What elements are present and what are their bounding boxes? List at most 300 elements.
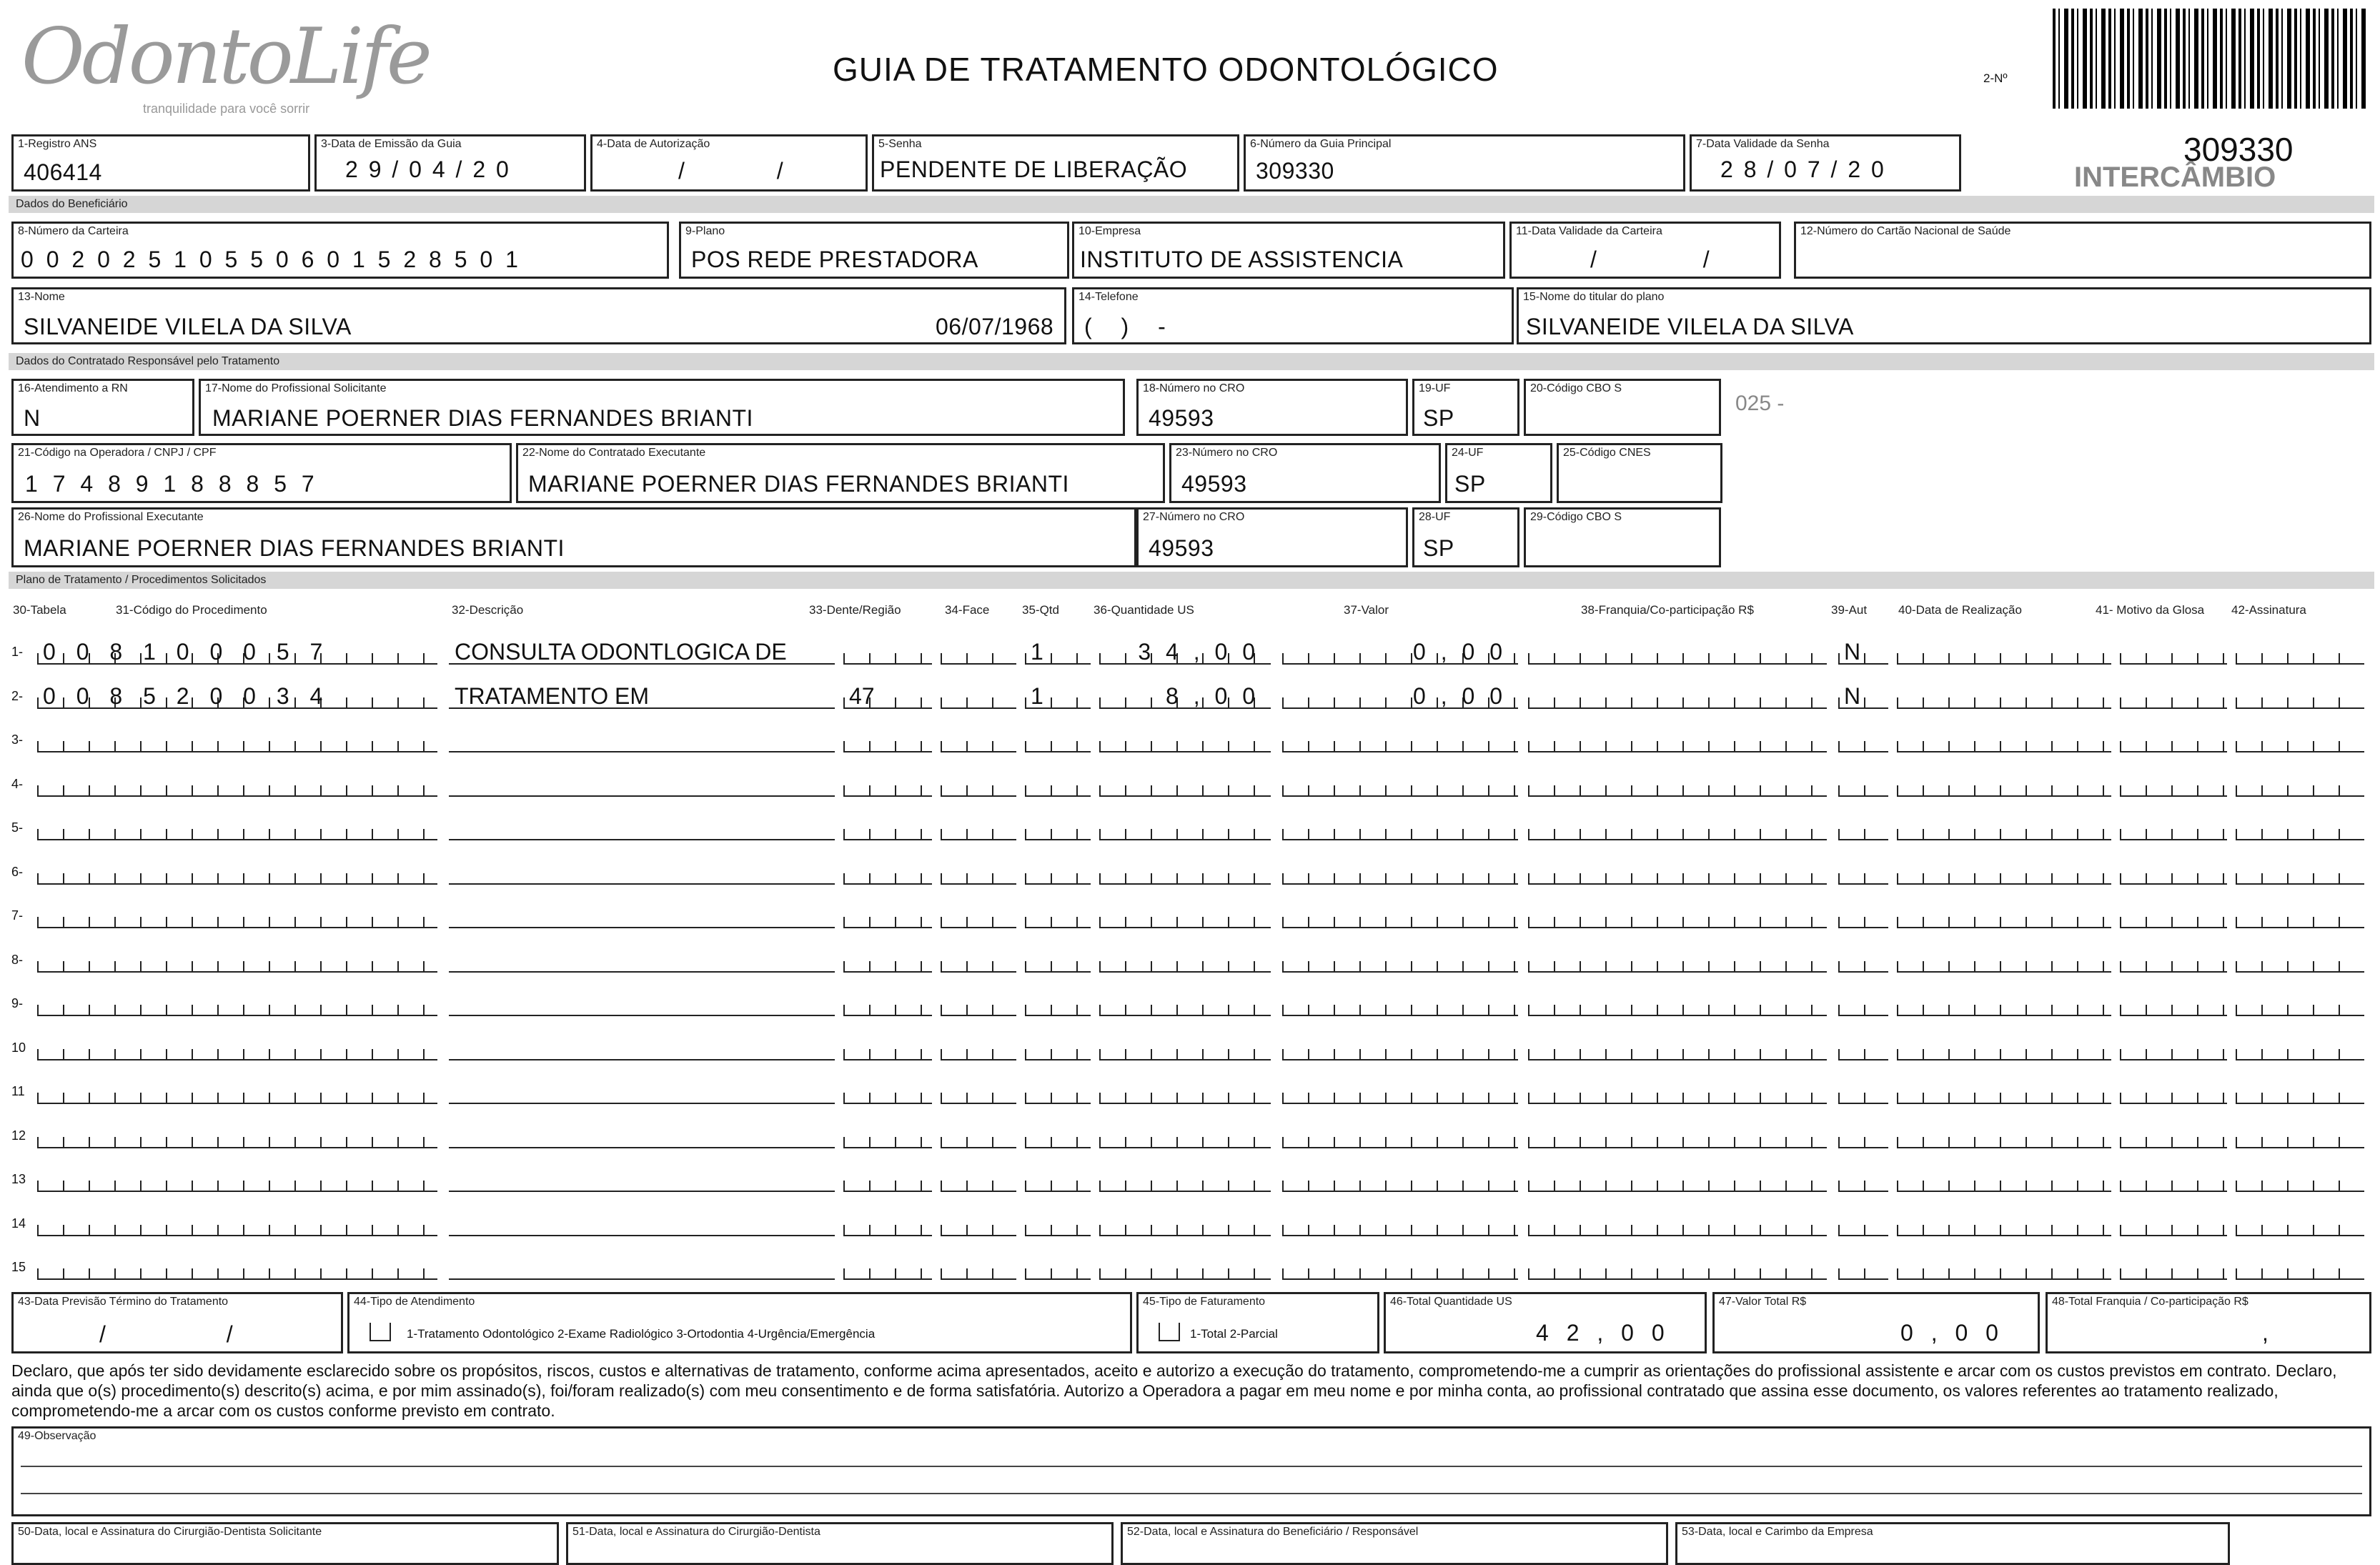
field-tipo-faturamento[interactable] [1136, 1292, 1379, 1353]
cell-desc[interactable]: CONSULTA ODONTLOGICA DE [449, 639, 835, 665]
cell-qtd[interactable]: 1 [1025, 683, 1091, 709]
signature-beneficiario[interactable] [1121, 1522, 1668, 1565]
field-profissional-solicitante[interactable] [199, 379, 1125, 436]
intercambio-stamp: INTERCÂMBIO [2074, 162, 2276, 193]
field-label: 3-Data de Emissão da Guia [321, 138, 462, 150]
cell-code[interactable] [37, 771, 437, 797]
cell-qtd[interactable] [1025, 1035, 1091, 1060]
field-label: 45-Tipo de Faturamento [1143, 1296, 1266, 1308]
cell-us[interactable] [1099, 815, 1271, 840]
field-value: 49593 [1149, 405, 1214, 431]
cell-face[interactable] [941, 727, 1016, 752]
table-row [11, 937, 2370, 981]
cell-aut[interactable] [1838, 1123, 1888, 1148]
field-telefone[interactable] [1072, 287, 1514, 344]
field-label: 52-Data, local e Assinatura do Beneficiário / Responsável [1127, 1526, 1419, 1538]
cell-aut[interactable] [1838, 1035, 1888, 1060]
cell-data[interactable] [1897, 639, 2111, 665]
cell-qtd[interactable] [1025, 1211, 1091, 1236]
tipo-faturamento-checkbox[interactable] [1159, 1323, 1180, 1341]
field-value: SP [1454, 471, 1486, 497]
field-value: SILVANEIDE VILELA DA SILVA [1526, 314, 1854, 339]
cell-us[interactable]: 8 , 0 0 [1099, 683, 1271, 709]
logo [21, 12, 430, 121]
cell-aut[interactable]: N [1838, 639, 1888, 665]
field-label: 46-Total Quantidade US [1390, 1296, 1512, 1308]
cell-franq[interactable] [1528, 1035, 1827, 1060]
cell-dente[interactable] [843, 1035, 932, 1060]
cell-face[interactable] [941, 1254, 1016, 1280]
cell-franq[interactable] [1528, 1123, 1827, 1148]
row-number: 7- [11, 908, 24, 923]
cell-qtd[interactable] [1025, 947, 1091, 973]
cell-franq[interactable] [1528, 903, 1827, 928]
birth-date: 06/07/1968 [936, 314, 1054, 339]
cell-qtd[interactable] [1025, 1078, 1091, 1104]
cell-aut[interactable] [1838, 815, 1888, 840]
cell-dente[interactable]: 47 [843, 683, 932, 709]
cell-assin[interactable] [2236, 771, 2364, 797]
cell-valor[interactable] [1282, 815, 1518, 840]
cell-valor[interactable] [1282, 1166, 1518, 1192]
cell-face[interactable] [941, 683, 1016, 709]
cell-valor[interactable] [1282, 771, 1518, 797]
signature-solicitante[interactable] [11, 1522, 559, 1565]
cell-code[interactable] [37, 815, 437, 840]
cell-data[interactable] [1897, 1078, 2111, 1104]
logo-text: OdontoLife [21, 12, 430, 101]
cell-code[interactable] [37, 1123, 437, 1148]
row-number: 1- [11, 645, 24, 659]
cell-code[interactable] [37, 727, 437, 752]
cell-aut[interactable] [1838, 859, 1888, 885]
cell-code[interactable] [37, 1211, 437, 1236]
cell-us[interactable] [1099, 1035, 1271, 1060]
cell-aut[interactable] [1838, 727, 1888, 752]
cell-dente[interactable] [843, 903, 932, 928]
cell-motivo[interactable] [2120, 815, 2227, 840]
cell-dente[interactable] [843, 1078, 932, 1104]
field-cro-23[interactable] [1169, 443, 1441, 503]
cell-franq[interactable] [1528, 859, 1827, 885]
field-total-franquia[interactable] [2046, 1292, 2371, 1353]
cell-desc[interactable] [449, 1035, 835, 1060]
cell-motivo[interactable] [2120, 1035, 2227, 1060]
cell-data[interactable] [1897, 990, 2111, 1016]
signature-cirurgiao[interactable] [566, 1522, 1114, 1565]
cell-data[interactable] [1897, 727, 2111, 752]
field-uf-19[interactable] [1412, 379, 1519, 436]
cell-qtd[interactable] [1025, 815, 1091, 840]
cell-aut[interactable] [1838, 1254, 1888, 1280]
col-header: 33-Dente/Região [809, 603, 901, 617]
cell-desc[interactable] [449, 859, 835, 885]
cell-qtd[interactable] [1025, 859, 1091, 885]
cell-motivo[interactable] [2120, 1211, 2227, 1236]
cell-data[interactable] [1897, 1166, 2111, 1192]
cell-desc[interactable] [449, 903, 835, 928]
field-label: 51-Data, local e Assinatura do Cirurgião-Dentista [572, 1526, 820, 1538]
cell-franq[interactable] [1528, 990, 1827, 1016]
field-label: 29-Código CBO S [1530, 511, 1622, 523]
cell-assin[interactable] [2236, 1211, 2364, 1236]
table-row [11, 1025, 2370, 1069]
cell-motivo[interactable] [2120, 727, 2227, 752]
table-row [11, 980, 2370, 1025]
signature-empresa[interactable] [1675, 1522, 2230, 1565]
table-row [11, 805, 2370, 849]
cell-franq[interactable] [1528, 639, 1827, 665]
field-label: 47-Valor Total R$ [1719, 1296, 1807, 1308]
cell-valor[interactable] [1282, 1078, 1518, 1104]
field-uf-24[interactable] [1445, 443, 1552, 503]
field-plano[interactable] [679, 222, 1069, 279]
cell-franq[interactable] [1528, 947, 1827, 973]
field-label: 22-Nome do Contratado Executante [522, 447, 706, 459]
cell-qtd[interactable] [1025, 903, 1091, 928]
cell-us[interactable] [1099, 1211, 1271, 1236]
col-header: 31-Código do Procedimento [116, 603, 267, 617]
field-label: 25-Código CNES [1563, 447, 1651, 459]
cell-code[interactable] [37, 903, 437, 928]
cbo-hint: 025 - [1735, 392, 1785, 415]
field-label: 49-Observação [18, 1430, 96, 1442]
cell-face[interactable] [941, 771, 1016, 797]
cell-code[interactable] [37, 1078, 437, 1104]
cell-code[interactable] [37, 990, 437, 1016]
cell-face[interactable] [941, 859, 1016, 885]
cell-assin[interactable] [2236, 947, 2364, 973]
section-beneficiario: Dados do Beneficiário [9, 196, 2374, 213]
cell-valor[interactable] [1282, 1211, 1518, 1236]
tipo-atendimento-options: 1-Tratamento Odontológico 2-Exame Radiológico 3-Ortodontia 4-Urgência/Emergência [407, 1327, 876, 1341]
cell-assin[interactable] [2236, 1123, 2364, 1148]
cell-face[interactable] [941, 1123, 1016, 1148]
cell-franq[interactable] [1528, 771, 1827, 797]
cell-motivo[interactable] [2120, 639, 2227, 665]
table-row [11, 673, 2370, 717]
cell-aut[interactable] [1838, 990, 1888, 1016]
field-value: / / [99, 1321, 290, 1347]
cell-dente[interactable] [843, 990, 932, 1016]
col-header: 34-Face [945, 603, 990, 617]
field-label: 50-Data, local e Assinatura do Cirurgião-Dentista Solicitante [18, 1526, 322, 1538]
cell-desc[interactable] [449, 1254, 835, 1280]
field-value: 309330 [1256, 158, 1334, 184]
cell-us[interactable] [1099, 1078, 1271, 1104]
cell-us[interactable] [1099, 1254, 1271, 1280]
field-value: MARIANE POERNER DIAS FERNANDES BRIANTI [528, 471, 1069, 497]
cell-data[interactable] [1897, 815, 2111, 840]
cell-franq[interactable] [1528, 1254, 1827, 1280]
cell-motivo[interactable] [2120, 683, 2227, 709]
field-senha[interactable] [872, 134, 1239, 192]
col-header: 42-Assinatura [2231, 603, 2306, 617]
field-value: 2 9 / 0 4 / 2 0 [345, 156, 511, 182]
col-header: 36-Quantidade US [1094, 603, 1194, 617]
row-number: 8- [11, 952, 24, 967]
field-cbo-20[interactable] [1524, 379, 1721, 436]
cell-data[interactable] [1897, 903, 2111, 928]
cell-data[interactable] [1897, 859, 2111, 885]
cell-data[interactable] [1897, 771, 2111, 797]
field-label: 27-Número no CRO [1143, 511, 1245, 523]
cell-assin[interactable] [2236, 1035, 2364, 1060]
cell-qtd[interactable] [1025, 727, 1091, 752]
guide-number-label: 2-Nº [1983, 71, 2008, 85]
cell-assin[interactable] [2236, 990, 2364, 1016]
cell-qtd[interactable]: 1 [1025, 639, 1091, 665]
cell-data[interactable] [1897, 1254, 2111, 1280]
cell-motivo[interactable] [2120, 859, 2227, 885]
tipo-atendimento-checkbox[interactable] [370, 1323, 391, 1341]
cell-desc[interactable] [449, 1211, 835, 1236]
field-value: MARIANE POERNER DIAS FERNANDES BRIANTI [212, 405, 753, 431]
field-data-emissao[interactable] [314, 134, 586, 192]
field-value: 0 , 0 0 [1900, 1320, 2004, 1346]
obs-line [21, 1466, 2362, 1467]
cell-us[interactable] [1099, 771, 1271, 797]
cell-assin[interactable] [2236, 639, 2364, 665]
cell-us[interactable] [1099, 903, 1271, 928]
cell-valor[interactable] [1282, 1035, 1518, 1060]
cell-code[interactable] [37, 859, 437, 885]
table-row [11, 761, 2370, 805]
field-data-autorizacao[interactable] [590, 134, 868, 192]
field-uf-28[interactable] [1412, 507, 1519, 567]
cell-us[interactable]: 3 4 , 0 0 [1099, 639, 1271, 665]
cell-face[interactable] [941, 1211, 1016, 1236]
field-cro-18[interactable] [1136, 379, 1408, 436]
cell-aut[interactable] [1838, 947, 1888, 973]
cell-dente[interactable] [843, 1166, 932, 1192]
table-row [11, 1201, 2370, 1245]
cell-assin[interactable] [2236, 727, 2364, 752]
field-titular-plano[interactable] [1517, 287, 2371, 344]
cell-data[interactable] [1897, 1211, 2111, 1236]
cell-motivo[interactable] [2120, 1078, 2227, 1104]
row-number: 6- [11, 864, 24, 879]
cell-dente[interactable] [843, 727, 932, 752]
cell-valor[interactable] [1282, 859, 1518, 885]
field-value: SP [1423, 535, 1454, 561]
cell-dente[interactable] [843, 859, 932, 885]
field-cnes[interactable] [1557, 443, 1722, 503]
cell-aut[interactable]: N [1838, 683, 1888, 709]
cell-us[interactable] [1099, 947, 1271, 973]
field-cbo-29[interactable] [1524, 507, 1721, 567]
field-value: PENDENTE DE LIBERAÇÃO [880, 156, 1188, 182]
cell-desc[interactable] [449, 947, 835, 973]
cell-qtd[interactable] [1025, 1166, 1091, 1192]
cell-dente[interactable] [843, 1254, 932, 1280]
section-plano: Plano de Tratamento / Procedimentos Solicitados [9, 572, 2374, 589]
cell-assin[interactable] [2236, 859, 2364, 885]
field-value: 2 8 / 0 7 / 2 0 [1720, 156, 1886, 182]
field-numero-carteira[interactable] [11, 222, 669, 279]
cell-us[interactable] [1099, 990, 1271, 1016]
cell-valor[interactable] [1282, 1254, 1518, 1280]
field-cro-27[interactable] [1136, 507, 1408, 567]
cell-face[interactable] [941, 1035, 1016, 1060]
cell-qtd[interactable] [1025, 1123, 1091, 1148]
cell-desc[interactable] [449, 815, 835, 840]
cell-valor[interactable] [1282, 727, 1518, 752]
table-row [11, 717, 2370, 761]
field-value: ( ) - [1084, 314, 1177, 339]
cell-assin[interactable] [2236, 1078, 2364, 1104]
cell-valor[interactable] [1282, 903, 1518, 928]
field-label: 6-Número da Guia Principal [1250, 138, 1392, 150]
table-row [11, 893, 2370, 937]
cell-desc[interactable] [449, 1123, 835, 1148]
cell-motivo[interactable] [2120, 990, 2227, 1016]
cell-franq[interactable] [1528, 1211, 1827, 1236]
field-cartao-nacional[interactable] [1794, 222, 2371, 279]
cell-us[interactable] [1099, 859, 1271, 885]
field-contratado-executante[interactable] [516, 443, 1165, 503]
table-row [11, 849, 2370, 893]
cell-data[interactable] [1897, 947, 2111, 973]
cell-us[interactable] [1099, 1166, 1271, 1192]
field-codigo-operadora[interactable] [11, 443, 512, 503]
cell-assin[interactable] [2236, 1166, 2364, 1192]
field-label: 9-Plano [685, 225, 725, 237]
row-number: 3- [11, 732, 24, 747]
cell-valor[interactable] [1282, 1123, 1518, 1148]
cell-face[interactable] [941, 947, 1016, 973]
logo-tagline: tranquilidade para você sorrir [143, 101, 310, 116]
cell-valor[interactable] [1282, 947, 1518, 973]
field-value: SP [1423, 405, 1454, 431]
cell-qtd[interactable] [1025, 990, 1091, 1016]
field-value: 0 0 2 0 2 5 1 0 5 5 0 6 0 1 5 2 8 5 0 1 [21, 247, 522, 272]
cell-data[interactable] [1897, 1123, 2111, 1148]
cell-franq[interactable] [1528, 1166, 1827, 1192]
field-previsao-termino[interactable] [11, 1292, 343, 1353]
cell-franq[interactable] [1528, 1078, 1827, 1104]
cell-assin[interactable] [2236, 1254, 2364, 1280]
cell-dente[interactable] [843, 1123, 932, 1148]
field-profissional-executante[interactable] [11, 507, 1136, 567]
table-row [11, 1156, 2370, 1201]
cell-data[interactable] [1897, 1035, 2111, 1060]
cell-franq[interactable] [1528, 683, 1827, 709]
row-number: 11 [11, 1084, 25, 1098]
cell-desc[interactable]: TRATAMENTO EM [449, 683, 835, 709]
cell-face[interactable] [941, 639, 1016, 665]
field-label: 44-Tipo de Atendimento [354, 1296, 475, 1308]
table-row [11, 1244, 2370, 1288]
cell-franq[interactable] [1528, 727, 1827, 752]
field-guia-principal[interactable] [1244, 134, 1685, 192]
cell-valor[interactable] [1282, 990, 1518, 1016]
cell-dente[interactable] [843, 1211, 932, 1236]
cell-dente[interactable] [843, 771, 932, 797]
field-validade-carteira[interactable] [1509, 222, 1781, 279]
col-header: 40-Data de Realização [1898, 603, 2022, 617]
cell-dente[interactable] [843, 947, 932, 973]
field-value: N [24, 405, 41, 431]
table-header [11, 603, 2370, 625]
field-nome[interactable] [11, 287, 1066, 344]
cell-aut[interactable] [1838, 1166, 1888, 1192]
cell-face[interactable] [941, 1078, 1016, 1104]
cell-assin[interactable] [2236, 683, 2364, 709]
field-tipo-atendimento[interactable] [347, 1292, 1132, 1353]
cell-face[interactable] [941, 815, 1016, 840]
field-observacao[interactable] [11, 1426, 2371, 1516]
cell-us[interactable] [1099, 727, 1271, 752]
cell-assin[interactable] [2236, 903, 2364, 928]
obs-line [21, 1493, 2362, 1494]
cell-motivo[interactable] [2120, 903, 2227, 928]
field-total-quantidade-us[interactable] [1384, 1292, 1707, 1353]
cell-dente[interactable] [843, 815, 932, 840]
cell-qtd[interactable] [1025, 1254, 1091, 1280]
cell-valor[interactable]: 0 , 0 0 [1282, 683, 1518, 709]
cell-qtd[interactable] [1025, 771, 1091, 797]
cell-assin[interactable] [2236, 815, 2364, 840]
field-value: / / [1590, 247, 1760, 272]
cell-motivo[interactable] [2120, 1166, 2227, 1192]
cell-us[interactable] [1099, 1123, 1271, 1148]
cell-motivo[interactable] [2120, 947, 2227, 973]
cell-valor[interactable]: 0 , 0 0 [1282, 639, 1518, 665]
field-label: 8-Número da Carteira [18, 225, 129, 237]
cell-desc[interactable] [449, 990, 835, 1016]
cell-code[interactable]: 0 0 8 1 0 0 0 5 7 [37, 639, 437, 665]
field-label: 48-Total Franquia / Co-participação R$ [2052, 1296, 2248, 1308]
field-valor-total[interactable] [1712, 1292, 2040, 1353]
cell-motivo[interactable] [2120, 1123, 2227, 1148]
cell-desc[interactable] [449, 1078, 835, 1104]
cell-code[interactable] [37, 947, 437, 973]
row-number: 10 [11, 1040, 26, 1055]
cell-face[interactable] [941, 990, 1016, 1016]
cell-motivo[interactable] [2120, 1254, 2227, 1280]
field-value: POS REDE PRESTADORA [691, 247, 978, 272]
section-contratado: Dados do Contratado Responsável pelo Tratamento [9, 353, 2374, 370]
cell-code[interactable] [37, 1254, 437, 1280]
field-validade-senha[interactable] [1690, 134, 1961, 192]
cell-desc[interactable] [449, 771, 835, 797]
cell-code[interactable]: 0 0 8 5 2 0 0 3 4 [37, 683, 437, 709]
page-title: GUIA DE TRATAMENTO ODONTOLÓGICO [833, 51, 1499, 88]
field-label: 11-Data Validade da Carteira [1516, 225, 1662, 237]
cell-code[interactable] [37, 1166, 437, 1192]
cell-face[interactable] [941, 903, 1016, 928]
field-registro-ans[interactable] [11, 134, 310, 192]
cell-face[interactable] [941, 1166, 1016, 1192]
barcode [2053, 9, 2367, 109]
tipo-faturamento-options: 1-Total 2-Parcial [1190, 1327, 1278, 1341]
cell-franq[interactable] [1528, 815, 1827, 840]
cell-desc[interactable] [449, 1166, 835, 1192]
cell-dente[interactable] [843, 639, 932, 665]
field-empresa[interactable] [1072, 222, 1505, 279]
cell-aut[interactable] [1838, 771, 1888, 797]
cell-motivo[interactable] [2120, 771, 2227, 797]
cell-aut[interactable] [1838, 1211, 1888, 1236]
field-atendimento-rn[interactable] [11, 379, 194, 436]
cell-code[interactable] [37, 1035, 437, 1060]
field-label: 14-Telefone [1079, 291, 1139, 303]
cell-data[interactable] [1897, 683, 2111, 709]
cell-aut[interactable] [1838, 903, 1888, 928]
cell-aut[interactable] [1838, 1078, 1888, 1104]
cell-desc[interactable] [449, 727, 835, 752]
